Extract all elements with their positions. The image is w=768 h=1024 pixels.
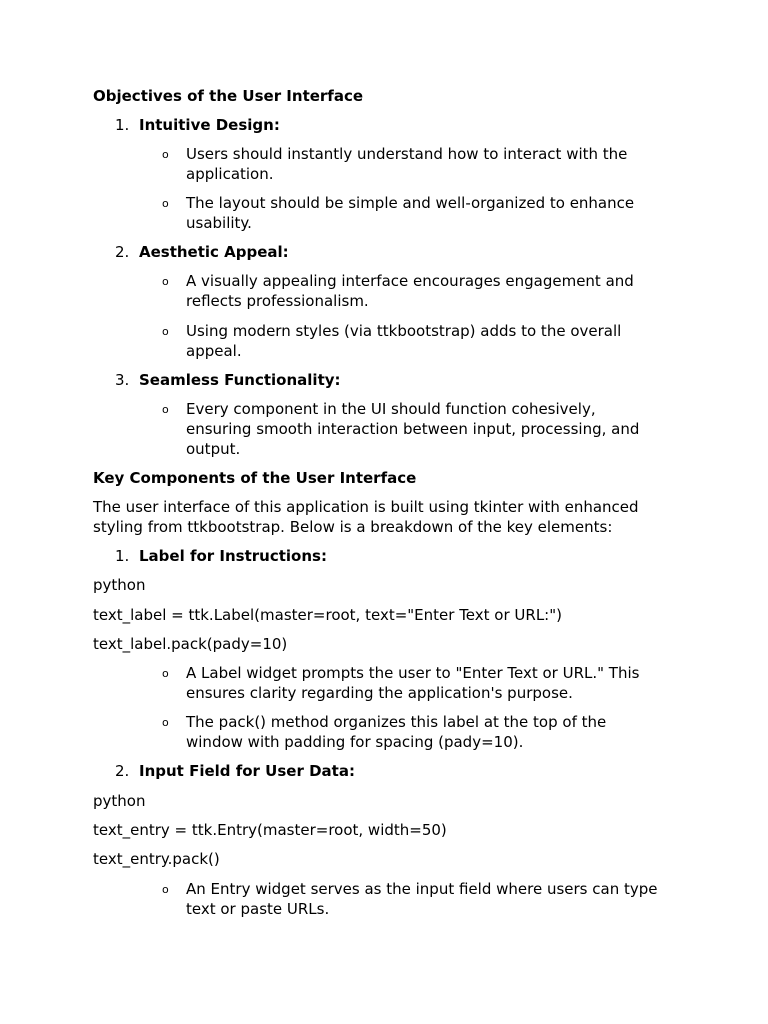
list-number: 2. — [115, 243, 130, 261]
list-number: 1. — [115, 116, 130, 134]
bullet-text: A Label widget prompts the user to "Enter Text or URL." This — [186, 664, 640, 682]
bullet-text: application. — [186, 165, 274, 183]
bullet-text: The layout should be simple and well-organized to enhance — [186, 194, 635, 212]
objective-title: Seamless Functionality: — [139, 371, 341, 389]
bullet-text: A visually appealing interface encourages engagement and — [186, 272, 634, 290]
code-line: text_label.pack(pady=10) — [93, 635, 288, 653]
bullet-text: The pack() method organizes this label at the top of the — [186, 713, 607, 731]
bullet-text: An Entry widget serves as the input field where users can type — [186, 880, 658, 898]
intro-paragraph: The user interface of this application is built using tkinter with enhanced — [93, 498, 639, 516]
bullet-text: output. — [186, 440, 241, 458]
objective-title: Intuitive Design: — [139, 116, 280, 134]
bullet-text: reflects professionalism. — [186, 292, 369, 310]
bullet-icon: o — [162, 667, 169, 680]
heading-components: Key Components of the User Interface — [93, 469, 417, 487]
bullet-icon: o — [162, 716, 169, 729]
component-title: Input Field for User Data: — [139, 762, 355, 780]
bullet-icon: o — [162, 883, 169, 896]
intro-paragraph: styling from ttkbootstrap. Below is a breakdown of the key elements: — [93, 518, 613, 536]
bullet-icon: o — [162, 197, 169, 210]
bullet-text: text or paste URLs. — [186, 900, 330, 918]
bullet-icon: o — [162, 275, 169, 288]
code-line: text_entry.pack() — [93, 850, 220, 868]
bullet-icon: o — [162, 148, 169, 161]
code-line: python — [93, 792, 146, 810]
bullet-icon: o — [162, 325, 169, 338]
bullet-text: Every component in the UI should function cohesively, — [186, 400, 596, 418]
code-line: text_label = ttk.Label(master=root, text="Enter Text or URL:") — [93, 606, 562, 624]
bullet-text: ensures clarity regarding the application's purpose. — [186, 684, 573, 702]
bullet-text: Using modern styles (via ttkbootstrap) adds to the overall — [186, 322, 622, 340]
component-title: Label for Instructions: — [139, 547, 327, 565]
list-number: 1. — [115, 547, 130, 565]
code-line: text_entry = ttk.Entry(master=root, width=50) — [93, 821, 447, 839]
bullet-text: Users should instantly understand how to interact with the — [186, 145, 628, 163]
bullet-text: window with padding for spacing (pady=10). — [186, 733, 524, 751]
bullet-text: ensuring smooth interaction between input, processing, and — [186, 420, 640, 438]
bullet-text: usability. — [186, 214, 252, 232]
code-line: python — [93, 576, 146, 594]
bullet-icon: o — [162, 403, 169, 416]
list-number: 2. — [115, 762, 130, 780]
objective-title: Aesthetic Appeal: — [139, 243, 289, 261]
heading-objectives: Objectives of the User Interface — [93, 87, 364, 105]
list-number: 3. — [115, 371, 130, 389]
bullet-text: appeal. — [186, 342, 242, 360]
